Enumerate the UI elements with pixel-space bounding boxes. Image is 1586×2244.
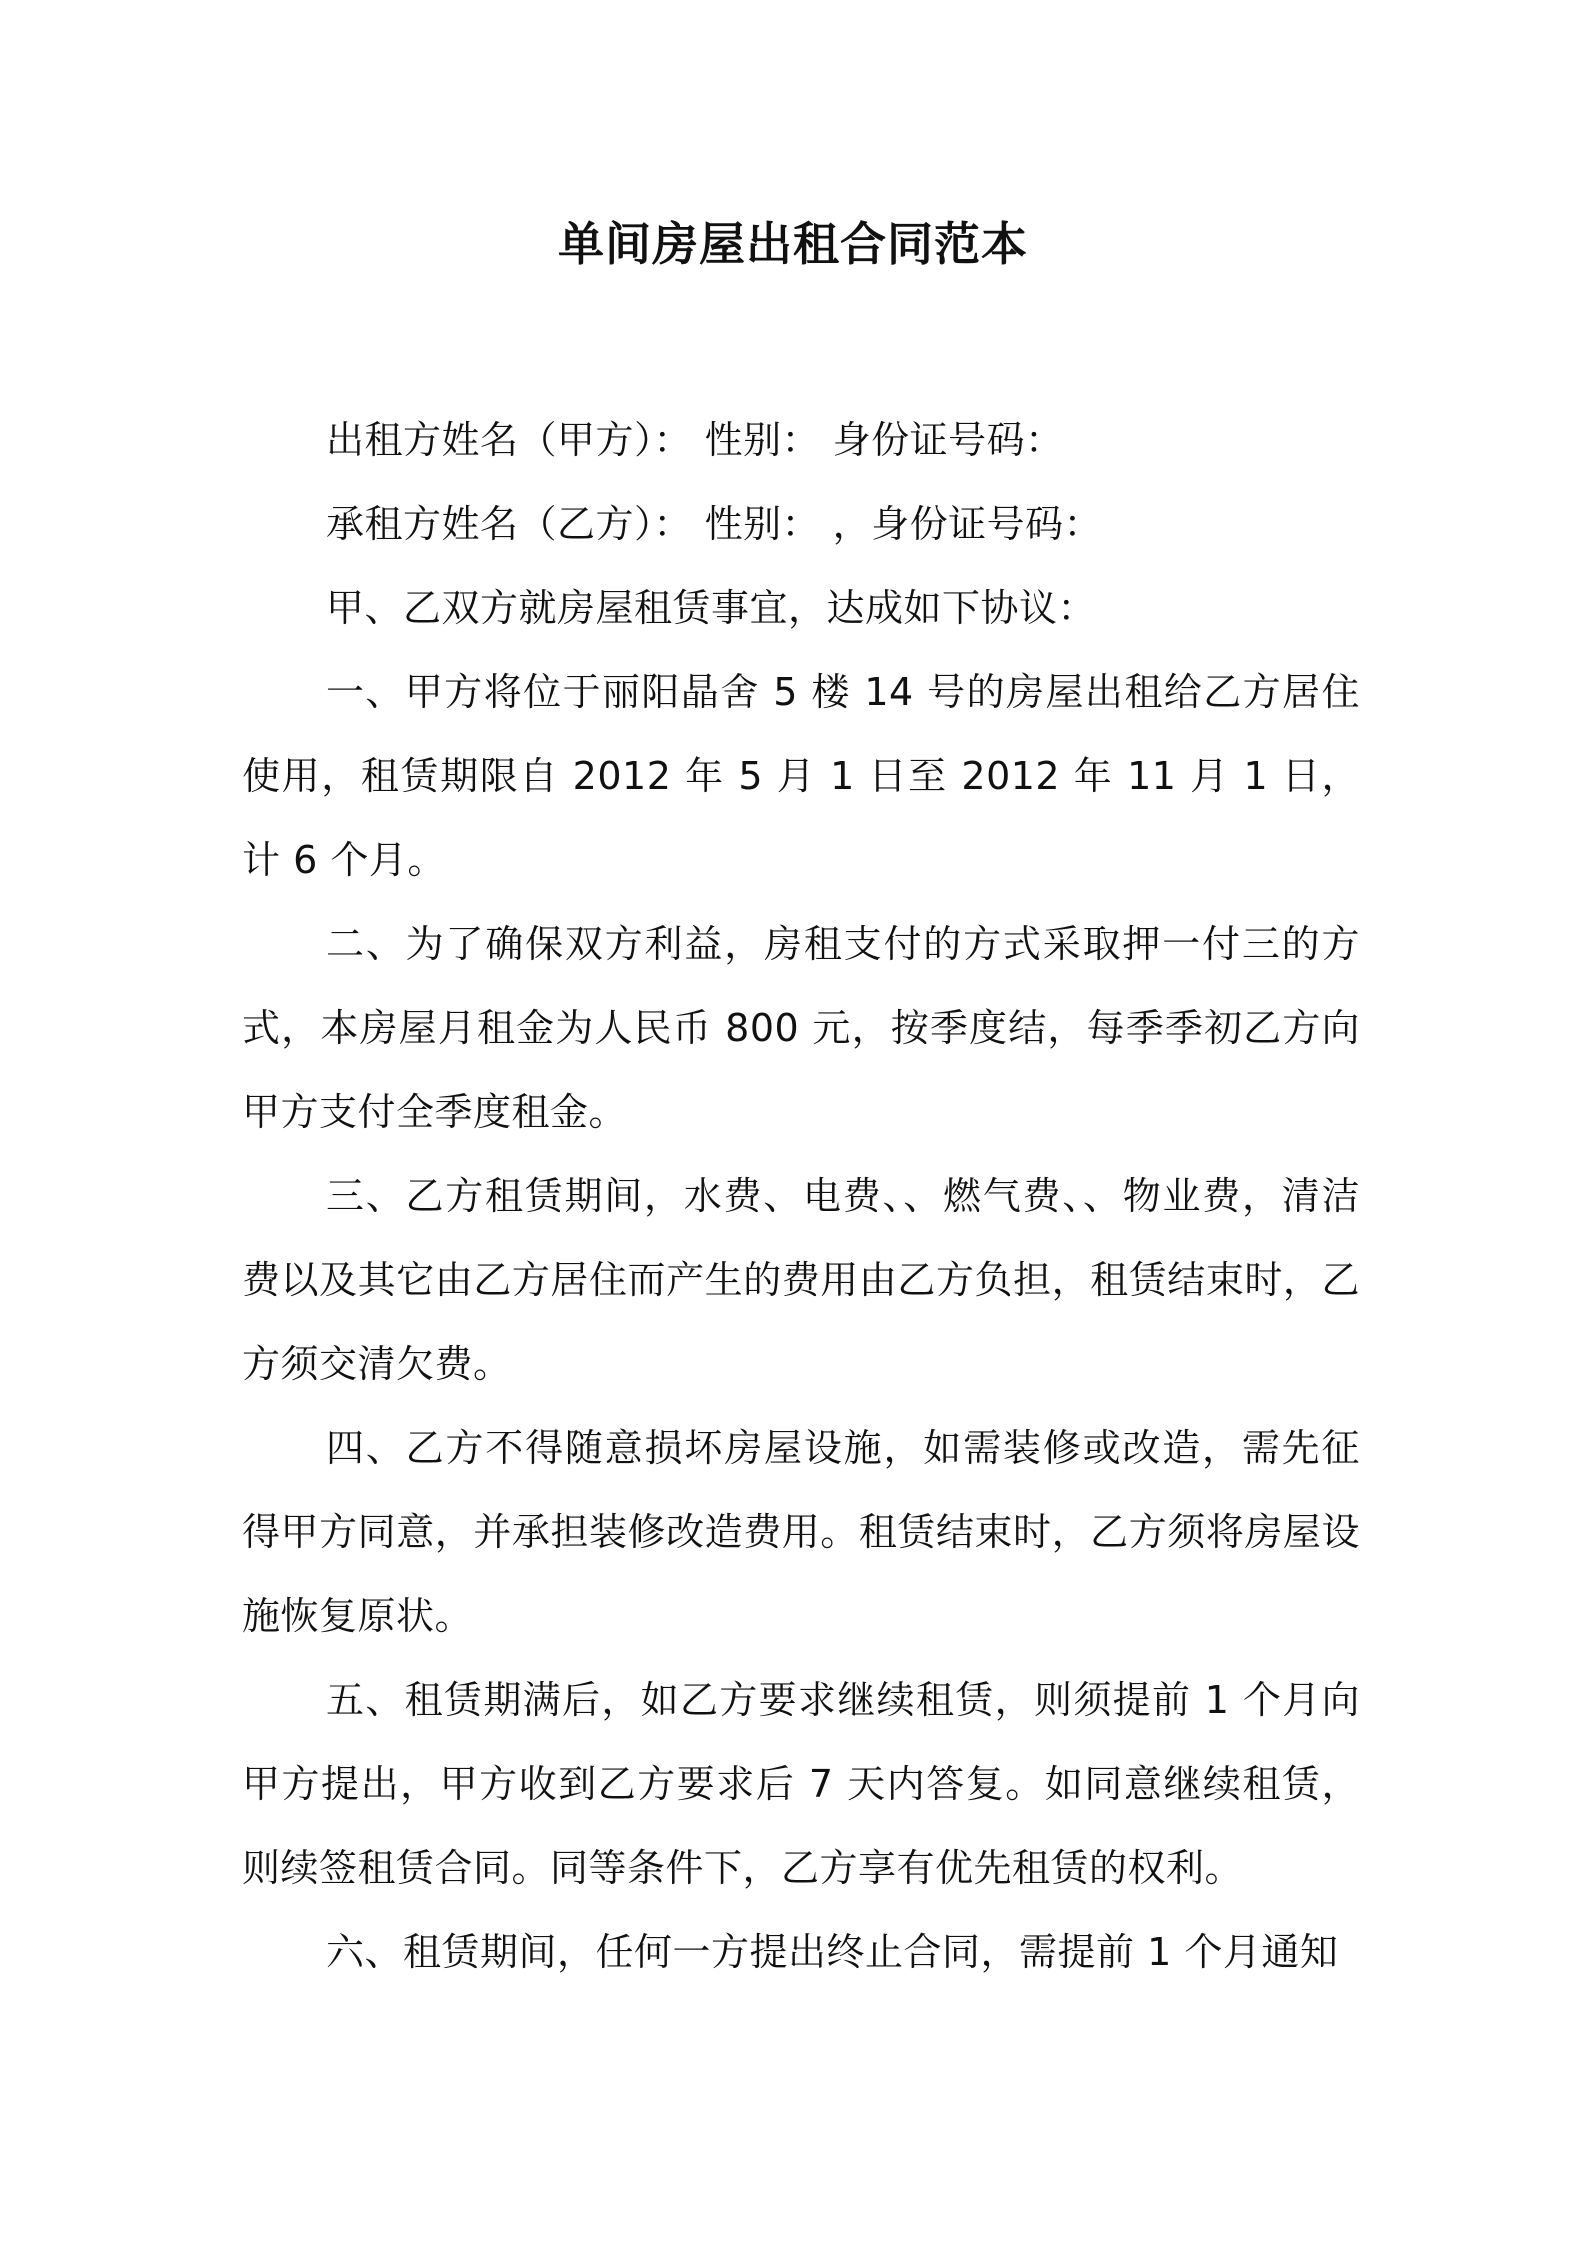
clause-2: 二、为了确保双方利益，房租支付的方式采取押一付三的方式，本房屋月租金为人民币 800 元，按季度结，每季季初乙方向甲方支付全季度租金。 [242, 922, 1360, 1134]
lessor-info-line: 出租方姓名（甲方）： 性别： 身份证号码： [326, 418, 1064, 462]
clause-4: 四、乙方不得随意损坏房屋设施，如需装修或改造，需先征得甲方同意，并承担装修改造费用。租赁结束时，乙方须将房屋设施恢复原状。 [242, 1426, 1360, 1638]
lessee-info-line: 承租方姓名（乙方）： 性别： ，身份证号码： [326, 502, 1103, 546]
document-body [242, 398, 1360, 1994]
clause-5: 五、租赁期满后，如乙方要求继续租赁，则须提前 1 个月向甲方提出，甲方收到乙方要求后 7 天内答复。如同意继续租赁，则续签租赁合同。同等条件下，乙方享有优先租赁的权利。 [242, 1678, 1360, 1890]
clause-3: 三、乙方租赁期间，水费、电费、、燃气费、、物业费，清洁费以及其它由乙方居住而产生的费用由乙方负担，租赁结束时，乙方须交清欠费。 [242, 1174, 1360, 1386]
clause-1: 一、甲方将位于丽阳晶舍 5 楼 14 号的房屋出租给乙方居住使用，租赁期限自 2012 年 5 月 1 日至 2012 年 11 月 1 日，计 6 个月。 [242, 670, 1360, 882]
document-title: 单间房屋出租合同范本 [558, 217, 1028, 271]
clause-6: 六、租赁期间，任何一方提出终止合同，需提前 1 个月通知 [326, 1930, 1339, 1974]
agreement-intro-line: 甲、乙双方就房屋租赁事宜，达成如下协议： [326, 586, 1097, 630]
